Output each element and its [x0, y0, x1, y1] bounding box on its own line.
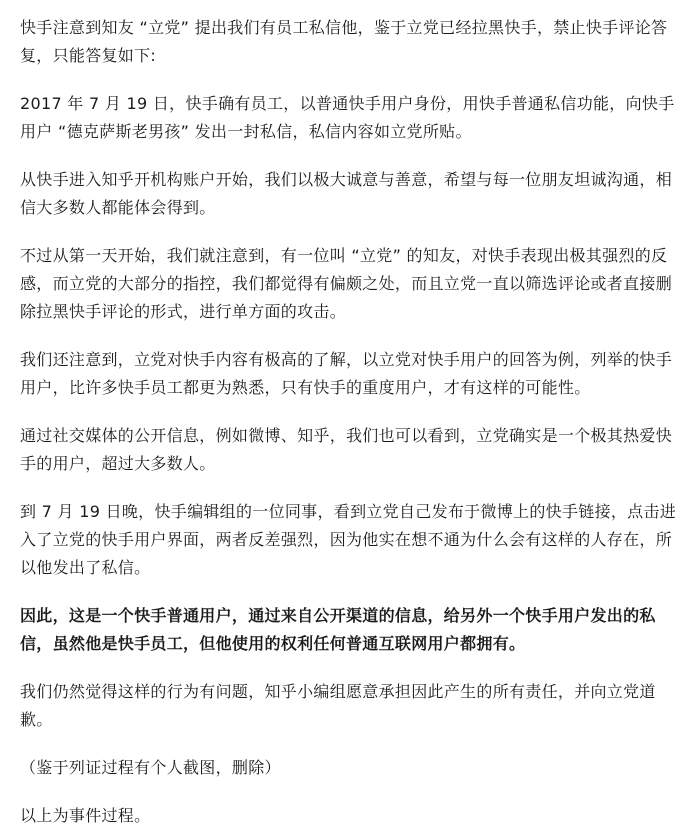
paragraph-apology: 我们仍然觉得这样的行为有问题，知乎小编组愿意承担因此产生的所有责任，并向立党道歉。 [20, 682, 656, 729]
paragraph-conclusion-bold: 因此，这是一个快手普通用户，通过来自公开渠道的信息，给另外一个快手用户发出的私信，虽然他是快手员工，但他使用的权利任何普通互联网用户都拥有。 [20, 606, 656, 653]
paragraph-removed-note: （鉴于列证过程有个人截图，删除） [20, 758, 281, 777]
paragraph-july-19: 到 7 月 19 日晚，快手编辑组的一位同事，看到立党自己发布于微博上的快手链接，点击进入了立党的快手用户界面，两者反差强烈，因为他实在想不通为什么会有这样的人存在，所以他发出了私信。 [20, 502, 677, 577]
paragraph-date-event: 2017 年 7 月 19 日，快手确有员工，以普通快手用户身份，用快手普通私信功能，向快手用户 “德克萨斯老男孩” 发出一封私信，私信内容如立党所贴。 [20, 94, 675, 141]
paragraph-first-day: 不过从第一天开始，我们就注意到，有一位叫 “立党” 的知友，对快手表现出极其强烈的反感，而立党的大部分的指控，我们都觉得有偏颇之处，而且立党一直以筛选评论或者直接删除拉黑快手评论的形式，进行单方面的攻击。 [20, 246, 673, 321]
paragraph-closing: 以上为事件过程。 [20, 806, 151, 825]
paragraph-familiarity: 我们还注意到，立党对快手内容有极高的了解，以立党对快手用户的回答为例，列举的快手用户，比许多快手员工都更为熟悉，只有快手的重度用户，才有这样的可能性。 [20, 350, 673, 397]
paragraph-intro: 快手注意到知友 “立党” 提出我们有员工私信他，鉴于立党已经拉黑快手，禁止快手评论答复，只能答复如下: [20, 18, 668, 65]
paragraph-social-media: 通过社交媒体的公开信息，例如微博、知乎，我们也可以看到，立党确实是一个极其热爱快手的用户，超过大多数人。 [20, 426, 673, 473]
paragraph-sincerity: 从快手进入知乎开机构账户开始，我们以极大诚意与善意，希望与每一位朋友坦诚沟通，相信大多数人都能体会得到。 [20, 170, 673, 217]
